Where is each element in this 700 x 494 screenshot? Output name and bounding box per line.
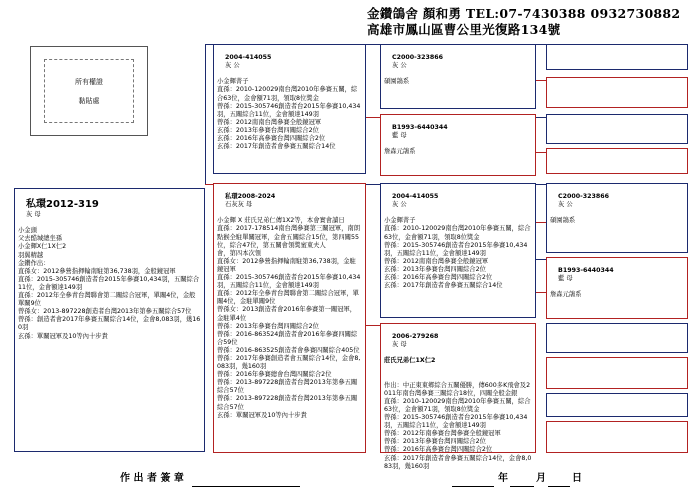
certificate-stamp-area [30, 46, 148, 136]
subject-pigeon-card [14, 188, 205, 452]
dam-sire-dam-description: 詹森元鴿系 [550, 291, 582, 299]
subject-ring-number: 私環2012-319 [26, 199, 99, 211]
subject-sire-branch [205, 44, 213, 45]
sire-sire-ring-number: C2000-323866 [392, 54, 444, 62]
dam-to-dd-connector [366, 325, 380, 326]
maker-signature-label: 作 出 者 簽 章 [120, 473, 184, 484]
dam-dam-sex-color: 灰 母 [392, 341, 407, 349]
sire-sex-color: 灰 公 [225, 62, 240, 70]
year-line [452, 486, 494, 487]
empty-ancestor-box-2 [546, 77, 688, 108]
sd-branch-a [536, 117, 546, 118]
dam-sire-description: 小金輝菁子 直孫：2010-120029南台灣2010年參賽五關，綜合63位，金會額71羽，領取8位獎金 曾孫：2015-305746創造者台2015年參賽10,434羽，五關綜合11位，金會額達149羽 曾孫：2012南南台灣參賽全般鏡冠軍 玄孫：2013年參賽台灣四關綜合2位 玄孫：2016年高參賽台灣四關綜合2位 玄孫：2017年創造者會參賽五關綜合14位 [384, 217, 531, 290]
subject-sex-color: 灰 母 [26, 211, 41, 219]
ds-branch-b [536, 222, 546, 223]
dam-sire-dam-sex-color: 藍 母 [558, 275, 573, 283]
year-label: 年 [498, 473, 508, 484]
empty-ancestor-box-7 [546, 393, 688, 417]
month-label: 月 [536, 473, 546, 484]
dam-dam-ring-number: 2006-279268 [392, 333, 439, 341]
dsd-branch-b [536, 292, 546, 293]
sire-dam-description: 詹森元鴿系 [384, 148, 416, 156]
subject-to-sire-connector [205, 44, 206, 184]
sire-to-sd-connector [366, 117, 380, 118]
day-label: 日 [572, 473, 582, 484]
sire-card [213, 44, 366, 174]
empty-ancestor-box-1 [546, 44, 688, 70]
sire-dam-card [380, 114, 536, 176]
certificate-paste-box [44, 59, 134, 123]
subject-description: 小金頭 父去酷城總坐孫 小金輝X仁1X仁2 羽翼精越 金鑽作出： 直孫女：2012參營指揮輪南駐第36,738羽，金般鏡冠軍 直孫：2015-305746創造者台2015年參賽10,434羽，五關綜合11位，金會額達149羽 直孫：2012年全參青台灣聯會第二關綜合冠軍，單關4位，金般單關9位 曾孫女：2013-897228創造者台灣2013年第參五關綜合57位 曾孫：創造者會2017年參賽五關綜合14位，金會8,083羽，幾160羽 玄孫：單關冠軍及10等內十步貴 [18, 227, 201, 340]
dam-card [213, 183, 366, 453]
stamp-label-line1: 所有權證 [75, 78, 103, 86]
dam-to-ds-connector [366, 184, 380, 185]
dam-sex-color: 石灰灰 母 [225, 201, 253, 209]
day-line [548, 486, 570, 487]
dam-ring-number: 私環2008-2024 [225, 193, 276, 201]
sire-sire-sex-color: 灰 公 [392, 62, 407, 70]
sire-dam-ring-number: B1993-6440344 [392, 124, 448, 132]
dam-sire-sire-card [546, 183, 688, 253]
dsd-branch-a [536, 259, 546, 260]
sire-sire-card [380, 44, 536, 109]
dam-description: 小金輝 X 莊氏兄弟仁傳1X2等，本會實會讀日 直孫：2017-178514南台灣參賽第三關冠軍，南朗點猴全駐單關冠軍，金會五關綜合15位，第四關55位，綜合47位，第五關會領獎蜜東夫人 會，第四本次領 直孫女：2012參營指揮輪南駐第36,738羽，金駐鏡冠軍 直孫：2015-305746創造者台2015年參賽10,434羽，五關綜合11位，金會額達149羽 直孫：2012年全參青台灣聯會第二關綜合冠軍，單關4位，金駐單關9位 曾孫女：2013創造者會2016年參賽第一關冠軍，金駐單4位 曾孫：2013年參賽台灣四關綜合2位 曾孫：2016-863524創造者會2016年參賽四關綜合59位 曾孫：2016-863525創造者會參賽四關綜合405位 曾孫：2017年參賽創造者會五關綜合14位，金會8,083羽，幾160羽 曾孫：2016年參賽總會台灣四關綜合2位 曾孫：2013-897228創造者台灣2013年第參五關綜合57位 曾孫：2013-897228創造者台灣2013年第參五關綜合57位 玄孫：單關冠軍及10等內十步貴 [217, 217, 361, 419]
month-line [510, 486, 534, 487]
breeder-address-line: 高雄市鳳山區曹公里光復路134號 [367, 22, 561, 37]
dam-dam-description: 作出：中正東東鄉綜合五關優勝，傳600多K飛會及2011年南台灣參賽三關綜合18位，四關全般金銀 直孫：2010-120029南台灣2010年參賽五關，綜合63位，金會額71羽，領取8位獎金 曾孫：2015-305746創造者台2015年參賽10,434羽，五關綜合11位，金會額達149羽 曾孫：2012年南參賽台灣參賽全般鏡冠軍 曾孫：2013年參賽台灣四關綜合2位 曾孫：2016年高參賽台灣四關綜合2位 玄孫：2017年創造者會參賽五關綜合14位，金會8,083羽，幾160羽 [384, 381, 532, 470]
dam-dam-card [380, 323, 536, 470]
dam-dam-lineage: 莊氏兄弟仁1X仁2 [384, 357, 436, 365]
empty-ancestor-box-6 [546, 357, 688, 389]
subject-dam-branch [205, 184, 213, 185]
signature-line [192, 486, 300, 487]
breeder-header [300, 6, 700, 38]
sire-description: 小金輝菁子 直孫：2010-120029南台灣2010年參賽五關，綜合63位，金會額71羽，領取8位獎金 曾孫：2015-305746創造者台2015年參賽10,434羽，五關綜合11位，金會額達149羽 曾孫：2012南南台灣參賽全般鏡冠軍 玄孫：2013年參賽台灣四關綜合2位 玄孫：2016年高參賽台灣四關綜合2位 玄孫：2017年創造者會參賽五關綜合14位 [217, 78, 361, 151]
dam-sire-card [380, 183, 536, 318]
dam-sire-dam-ring-number: B1993-6440344 [558, 267, 614, 275]
empty-ancestor-box-4 [546, 148, 688, 174]
sire-sire-description: 碩園鴿系 [384, 78, 410, 86]
dam-sire-sire-description: 碩園鴿系 [550, 217, 576, 225]
empty-ancestor-box-8 [546, 421, 688, 453]
dam-sire-dam-card [546, 257, 688, 319]
ss-branch-a [536, 44, 546, 45]
sire-to-ss-connector [366, 44, 380, 45]
stamp-label-line2: 黏貼處 [78, 97, 100, 105]
sire-ring-number: 2004-414055 [225, 54, 272, 62]
dam-sire-sire-ring-number: C2000-323866 [558, 193, 610, 201]
dam-sire-sex-color: 灰 公 [392, 201, 407, 209]
breeder-contact-line: 金鑽鴿舍 顏和勇 TEL:07-7430388 0932730882 [367, 6, 681, 21]
ss-branch-b [536, 80, 546, 81]
sd-branch-b [536, 152, 546, 153]
dam-sire-ring-number: 2004-414055 [392, 193, 439, 201]
sire-dam-sex-color: 藍 母 [392, 132, 407, 140]
empty-ancestor-box-5 [546, 323, 688, 353]
dam-sire-sire-sex-color: 灰 公 [558, 201, 573, 209]
empty-ancestor-box-3 [546, 114, 688, 144]
ds-branch-a [536, 184, 546, 185]
